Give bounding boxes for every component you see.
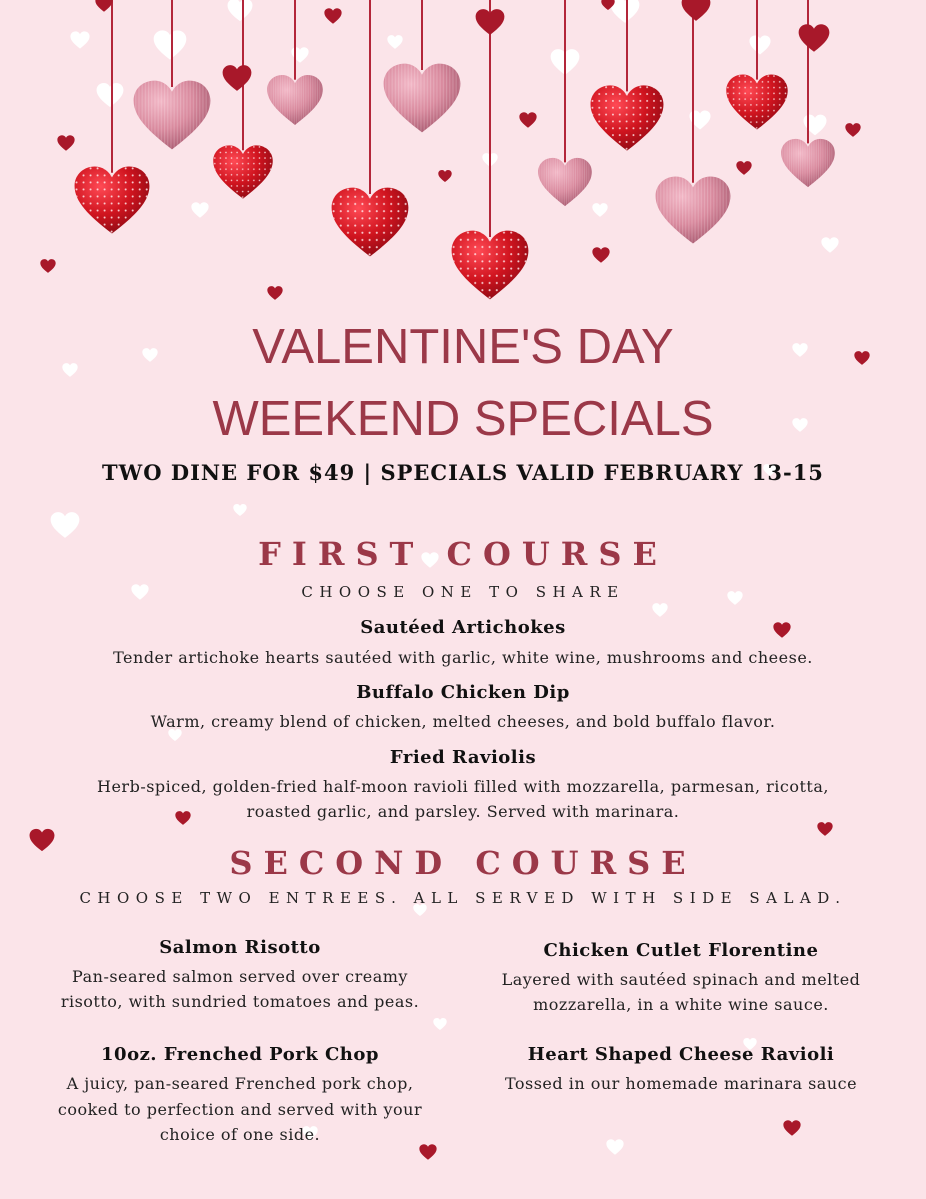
item-salmon-risotto-desc-line1: Pan-seared salmon served over creamy	[72, 967, 408, 986]
hanging-red-heart-icon-texture	[213, 145, 273, 198]
small-red-heart-icon	[736, 161, 751, 175]
faint-heart-icon	[191, 202, 208, 217]
small-red-heart-icon	[438, 170, 451, 182]
hanging-red-heart-icon-texture	[75, 166, 150, 233]
small-red-heart-icon	[267, 286, 282, 300]
faint-heart-icon	[592, 203, 607, 217]
item-fried-raviolis-desc-line1: Herb-spiced, golden-fried half-moon ravioli filled with mozzarella, parmesan, ricotta,	[97, 777, 829, 796]
item-chicken-florentine-desc-line2: mozzarella, in a white wine sauce.	[533, 995, 829, 1014]
small-red-heart-icon	[57, 135, 74, 150]
item-salmon-risotto-desc-line2: risotto, with sundried tomatoes and peas.	[60, 992, 420, 1011]
offer-subtitle: TWO DINE FOR $49 | SPECIALS VALID FEBRUARY 13-15	[102, 460, 824, 485]
hanging-pink-heart-icon-texture	[267, 75, 323, 125]
title-line-1: VALENTINE'S DAY	[252, 320, 674, 374]
faint-heart-icon	[803, 115, 826, 136]
faint-heart-icon	[433, 1018, 446, 1030]
first-course-instruction: CHOOSE ONE TO SHARE	[301, 583, 625, 601]
hanging-pink-heart-icon-texture	[538, 158, 592, 206]
item-salmon-risotto-name: Salmon Risotto	[159, 937, 321, 958]
faint-heart-icon	[97, 83, 124, 107]
small-red-heart-icon	[40, 259, 55, 273]
item-pork-chop-name: 10oz. Frenched Pork Chop	[101, 1044, 379, 1065]
hanging-pink-heart-icon-texture	[384, 64, 461, 133]
item-buffalo-chicken-dip-name: Buffalo Chicken Dip	[356, 682, 570, 703]
item-heart-ravioli-name: Heart Shaped Cheese Ravioli	[527, 1044, 835, 1065]
faint-heart-icon	[291, 47, 308, 62]
hanging-red-heart-icon-texture	[452, 231, 529, 300]
small-red-heart-icon	[519, 112, 536, 127]
hanging-red-heart-icon-texture	[591, 85, 664, 150]
faint-heart-icon	[70, 31, 89, 48]
faint-heart-icon	[154, 30, 187, 59]
small-red-heart-icon	[324, 8, 341, 23]
small-red-heart-icon	[682, 0, 711, 21]
faint-heart-icon	[611, 0, 640, 23]
small-red-heart-icon	[845, 123, 860, 137]
small-red-heart-icon	[799, 24, 830, 52]
item-sauteed-artichokes-desc: Tender artichoke hearts sautéed with garlic, white wine, mushrooms and cheese.	[113, 648, 813, 667]
item-heart-ravioli-desc-line1: Tossed in our homemade marinara sauce	[504, 1074, 858, 1093]
hanging-red-heart-icon-texture	[726, 74, 787, 129]
faint-heart-icon	[606, 1139, 623, 1154]
item-chicken-florentine-desc-line1: Layered with sautéed spinach and melted	[501, 970, 861, 989]
item-pork-chop-desc-line3: choice of one side.	[159, 1125, 321, 1144]
small-red-heart-icon	[95, 0, 112, 12]
item-sauteed-artichokes-name: Sautéed Artichokes	[360, 617, 566, 638]
item-fried-raviolis-name: Fried Raviolis	[389, 747, 537, 768]
item-buffalo-chicken-dip-desc: Warm, creamy blend of chicken, melted cheeses, and bold buffalo flavor.	[150, 712, 776, 731]
faint-heart-icon	[228, 0, 253, 21]
second-course-heading: SECOND COURSE	[229, 844, 697, 882]
faint-heart-icon	[387, 35, 402, 49]
item-chicken-florentine-name: Chicken Cutlet Florentine	[543, 940, 819, 961]
title-line-2: WEEKEND SPECIALS	[212, 392, 714, 446]
hanging-pink-heart-icon-texture	[656, 176, 731, 243]
hanging-pink-heart-icon-texture	[781, 139, 835, 187]
second-course-instruction: CHOOSE TWO ENTREES. ALL SERVED WITH SIDE SALAD.	[79, 889, 847, 907]
hanging-red-heart-icon-texture	[332, 188, 409, 257]
item-pork-chop-desc-line1: A juicy, pan-seared Frenched pork chop,	[66, 1074, 414, 1093]
small-red-heart-icon	[783, 1120, 800, 1135]
faint-heart-icon	[233, 504, 246, 516]
hanging-pink-heart-icon-texture	[134, 81, 211, 150]
small-red-heart-icon	[592, 247, 609, 262]
faint-heart-icon	[749, 36, 770, 55]
faint-heart-icon	[821, 237, 838, 252]
small-red-heart-icon	[223, 65, 252, 91]
item-fried-raviolis-desc-line2: roasted garlic, and parsley. Served with marinara.	[246, 802, 680, 821]
first-course-heading: FIRST COURSE	[258, 535, 668, 573]
item-pork-chop-desc-line2: cooked to perfection and served with your	[57, 1100, 423, 1119]
faint-heart-icon	[652, 603, 667, 617]
